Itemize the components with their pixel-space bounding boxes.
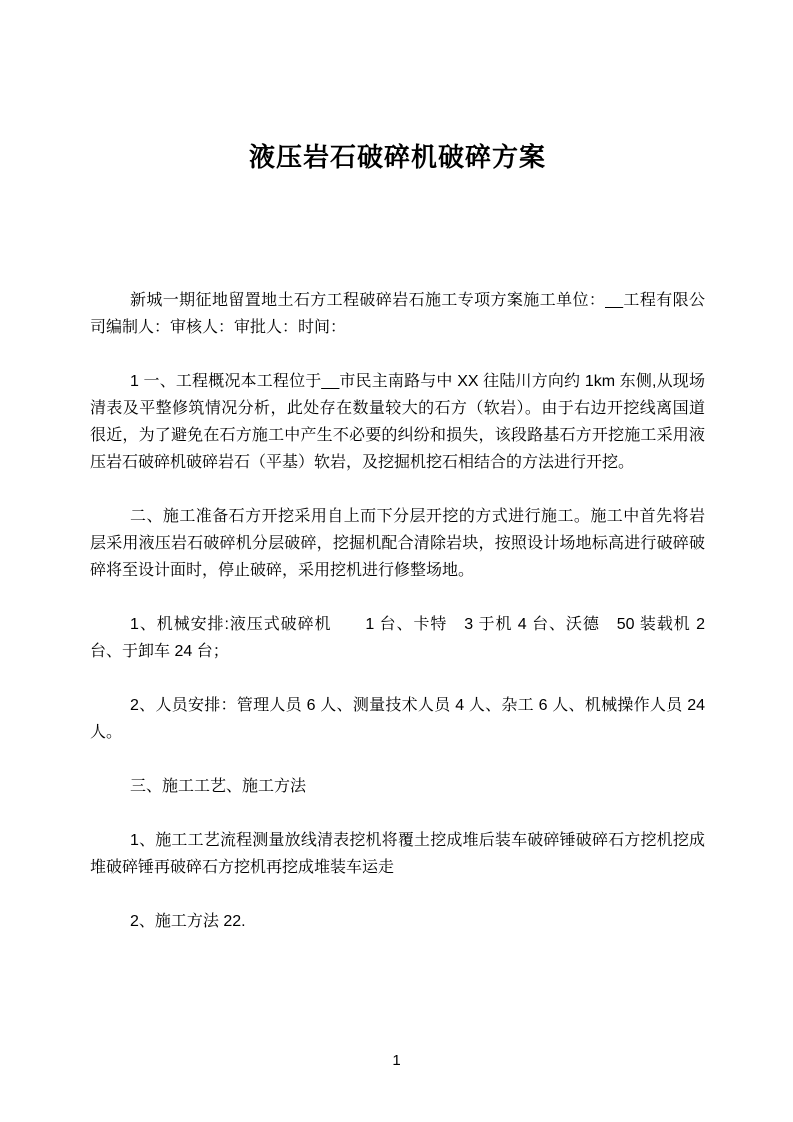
paragraph-machinery-arrangement: 1、机械安排:液压式破碎机 1 台、卡特 3 于机 4 台、沃德 50 装载机 2 台、于卸车 24 台； [90,616,710,660]
paragraph-section-1-overview: 1 一、工程概况本工程位于__市民主南路与中 XX 往陆川方向约 1km 东侧,从现场清表及平整修筑情况分析，此处存在数量较大的石方（软岩）。由于右边开挖线离国道很近，为了避免在石方施工中产生不必要的纠纷和损失，该段路基石方开挖施工采用液压岩石破碎机破碎岩石（平基）软岩，及挖掘机挖石相结合的方法进行开挖。 [90,373,705,471]
paragraph-section-3-heading: 三、施工工艺、施工方法 [130,778,307,795]
page-number: 1 [392,1052,401,1069]
paragraph-project-info: 新城一期征地留置地土石方工程破碎岩石施工专项方案施工单位：__工程有限公司编制人：审核人：审批人：时间： [90,292,705,336]
paragraph-section-2-preparation: 二、施工准备石方开挖采用自上而下分层开挖的方式进行施工。施工中首先将岩层采用液压岩石破碎机分层破碎，挖掘机配合清除岩块，按照设计场地标高进行破碎破碎将至设计面时，停止破碎，采用挖机进行修整场地。 [90,508,705,579]
document-title: 液压岩石破碎机破碎方案 [248,142,546,172]
paragraph-process-flow: 1、施工工艺流程测量放线清表挖机将覆土挖成堆后装车破碎锤破碎石方挖机挖成堆破碎锤再破碎石方挖机再挖成堆装车运走 [90,832,705,876]
paragraph-personnel-arrangement: 2、人员安排：管理人员 6 人、测量技术人员 4 人、杂工 6 人、机械操作人员 24 人。 [90,697,710,741]
paragraph-construction-method: 2、施工方法 22. [130,913,246,930]
